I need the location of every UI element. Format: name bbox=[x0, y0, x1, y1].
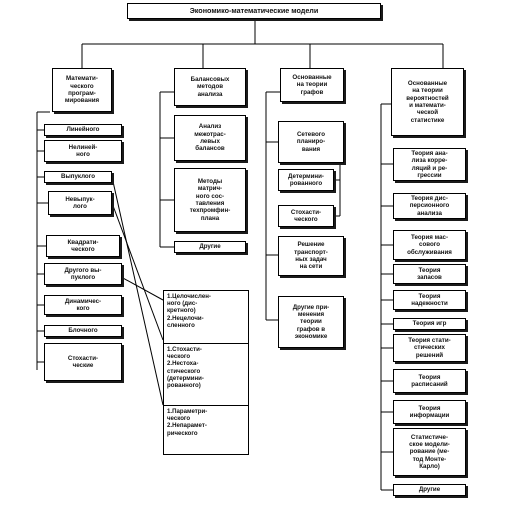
col4-item-correlation: Теория ана- лиза корре- ляций и ре- грессии bbox=[393, 148, 466, 181]
col1-item-stochastic: Стохасти- ческие bbox=[44, 343, 122, 381]
col4-item-game-theory: Теория игр bbox=[393, 318, 466, 330]
col4-item-queueing: Теория мас- сового обслуживания bbox=[393, 230, 466, 260]
col4-item-information: Теория информации bbox=[393, 400, 466, 424]
col1-item-dynamic: Динамичес- кого bbox=[44, 295, 122, 315]
col1-item-other-convex: Другого вы- пуклого bbox=[44, 263, 122, 285]
note-stochastic: 1.Стохасти- ческого 2.Нестоха- стического (детермини- рованного) bbox=[164, 343, 248, 405]
col4-item-statistical-decisions: Теория стати- стических решений bbox=[393, 334, 466, 362]
col3-header: Основанные на теории графов bbox=[280, 68, 344, 102]
col1-item-block: Блочного bbox=[44, 325, 122, 337]
note-integer: 1.Целочислен- ного (дис- кретного) 2.Нецелочи- сленного bbox=[167, 293, 211, 329]
col2-item-other: Другие bbox=[174, 241, 246, 253]
col1-item-nonlinear: Нелиней- ного bbox=[44, 140, 122, 162]
col1-header: Математи- ческого програм- мирования bbox=[52, 68, 112, 112]
col1-item-linear: Линейного bbox=[44, 124, 122, 136]
col4-item-monte-carlo: Статистиче- ское модели- рование (ме- тод Монте- Карло) bbox=[393, 428, 466, 476]
col3-item-transport: Решение транспорт- ных задач на сети bbox=[278, 236, 344, 276]
col4-item-variance: Теория дис- персионного анализа bbox=[393, 193, 466, 219]
col4-item-other: Другие bbox=[393, 484, 466, 496]
col3-item-deterministic: Детермини- рованного bbox=[278, 169, 334, 191]
col1-item-quadratic: Квадрати- ческого bbox=[46, 235, 120, 257]
col1-item-convex: Выпуклого bbox=[44, 171, 112, 183]
col2-item-matrix-plan: Методы матрич- ного сос- тавления техпромфин- плана bbox=[174, 168, 246, 232]
col3-item-stochastic: Стохасти- ческого bbox=[278, 205, 334, 227]
root-node: Экономико-математические модели bbox=[127, 3, 381, 19]
col4-item-inventory: Теория запасов bbox=[393, 264, 466, 284]
note-parametric: 1.Параметри- ческого 2.Непарамет- рического bbox=[164, 405, 248, 439]
notes-panel bbox=[163, 290, 249, 455]
col4-header: Основанные на теории вероятностей и математи- ческой статистике bbox=[391, 68, 464, 136]
col1-item-nonconvex: Невыпук- лого bbox=[48, 191, 112, 215]
col2-item-interbranch: Анализ межотрас- левых балансов bbox=[174, 115, 246, 161]
col4-item-reliability: Теория надежности bbox=[393, 290, 466, 310]
col3-item-other-graph: Другие при- менения теории графов в экономике bbox=[278, 296, 344, 348]
col4-item-scheduling: Теория расписаний bbox=[393, 369, 466, 393]
col3-item-network-planning: Сетевого планиро- вания bbox=[278, 121, 344, 163]
col2-header: Балансовых методов анализа bbox=[174, 68, 246, 106]
